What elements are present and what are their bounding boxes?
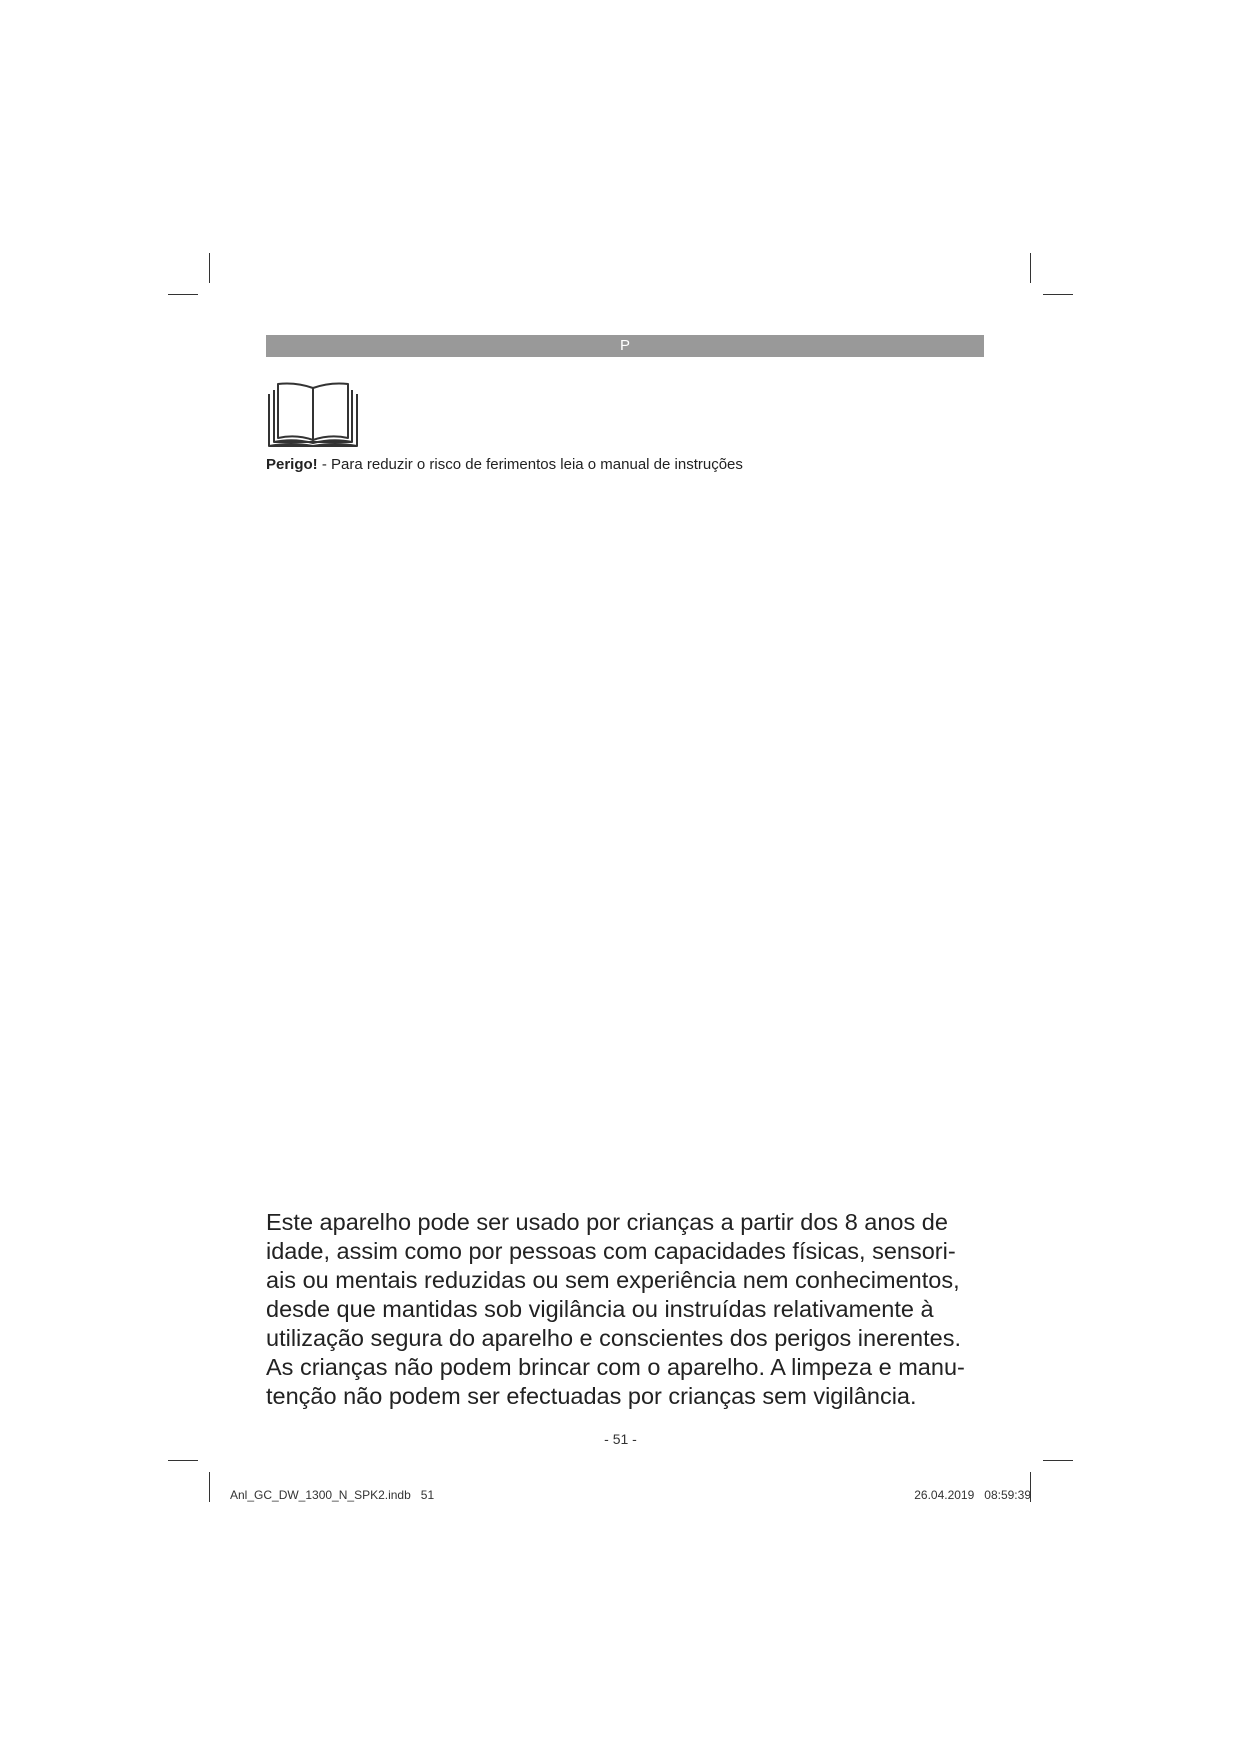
paragraph-line: desde que mantidas sob vigilância ou instruídas relativamente à: [266, 1296, 934, 1322]
file-slug: Anl_GC_DW_1300_N_SPK2.indb 51: [230, 1488, 435, 1502]
paragraph-line: Este aparelho pode ser usado por crianças a partir dos 8 anos de: [266, 1209, 948, 1235]
warning-strong: Perigo!: [266, 456, 318, 473]
date-slug: 26.04.2019 08:59:39: [914, 1488, 1031, 1502]
crop-mark-bottom-right-horizontal: [1043, 1460, 1073, 1461]
paragraph-line: ais ou mentais reduzidas ou sem experiência nem conhecimentos,: [266, 1267, 960, 1293]
crop-mark-top-left-vertical: [209, 253, 210, 283]
paragraph-line: As crianças não podem brincar com o aparelho. A limpeza e manu-: [266, 1354, 965, 1380]
crop-mark-top-right-horizontal: [1043, 294, 1073, 295]
crop-mark-top-left-horizontal: [168, 294, 198, 295]
paragraph-line: tenção não podem ser efectuadas por crianças sem vigilância.: [266, 1383, 917, 1409]
language-label: P: [619, 337, 630, 354]
paragraph-line: utilização segura do aparelho e conscientes dos perigos inerentes.: [266, 1325, 961, 1351]
open-book-icon: [266, 380, 360, 448]
language-header-bar: [266, 335, 984, 357]
crop-mark-bottom-left-horizontal: [168, 1460, 198, 1461]
paragraph-line: idade, assim como por pessoas com capacidades físicas, sensori-: [266, 1238, 956, 1264]
crop-mark-top-right-vertical: [1030, 253, 1031, 283]
crop-mark-bottom-left-vertical: [209, 1472, 210, 1502]
danger-warning: [266, 455, 743, 475]
warning-text: - Para reduzir o risco de ferimentos leia o manual de instruções: [317, 456, 743, 473]
page-number: - 51 -: [604, 1431, 637, 1447]
child-safety-paragraph: [266, 1208, 996, 1411]
